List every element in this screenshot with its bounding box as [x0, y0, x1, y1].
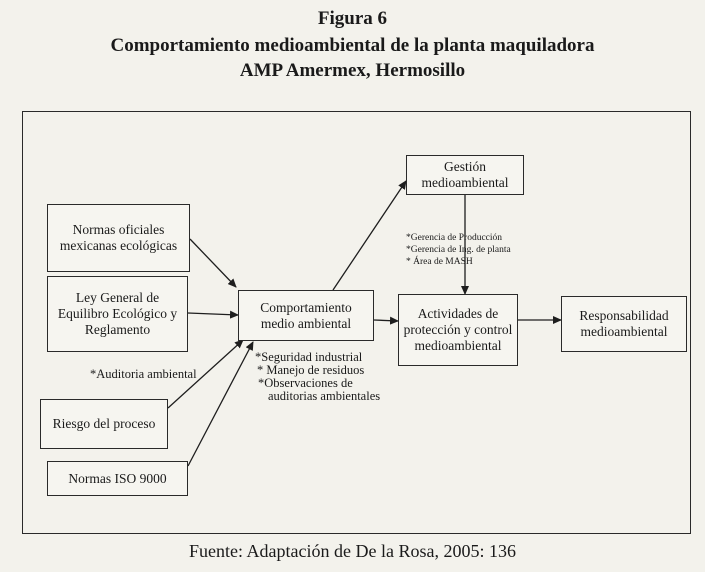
arrow-comportamiento-to-gestion	[333, 181, 406, 290]
note-gestion-item: * Área de MASH	[406, 257, 473, 267]
box-normas-oficiales: Normas oficiales mexicanas ecológicas	[47, 204, 190, 272]
box-riesgo-proceso: Riesgo del proceso	[40, 399, 168, 449]
box-responsabilidad: Responsabilidad medioambiental	[561, 296, 687, 352]
note-comportamiento-item: auditorias ambientales	[268, 389, 381, 403]
box-normas-iso: Normas ISO 9000	[47, 461, 188, 496]
source-caption: Fuente: Adaptación de De la Rosa, 2005: 136	[189, 541, 516, 561]
arrow-normas-to-comportamiento	[190, 239, 236, 287]
figure-title-line2: AMP Amermex, Hermosillo	[239, 60, 466, 81]
note-comportamiento-item: *Seguridad industrial	[255, 350, 363, 364]
note-gestion-item: *Gerencia de Ing. de planta	[406, 245, 511, 255]
note-gestion-item: *Gerencia de Producción	[406, 233, 503, 243]
arrow-ley-to-comportamiento	[188, 313, 238, 315]
figure-label: Figura 6	[317, 8, 388, 29]
arrow-comportamiento-to-actividades	[374, 320, 398, 321]
box-actividades: Actividades de protección y control medioambiental	[398, 294, 518, 366]
figure-title-line1: Comportamiento medioambiental de la planta maquiladora	[110, 35, 595, 56]
box-ley-general: Ley General de Equilibro Ecológico y Reglamento	[47, 276, 188, 352]
note-comportamiento-item: * Manejo de residuos	[257, 363, 365, 377]
box-comportamiento: Comportamiento medio ambiental	[238, 290, 374, 341]
note-comportamiento-item: *Observaciones de	[258, 376, 353, 390]
box-gestion: Gestión medioambiental	[406, 155, 524, 195]
note-auditoria-ambiental: *Auditoria ambiental	[90, 367, 197, 381]
